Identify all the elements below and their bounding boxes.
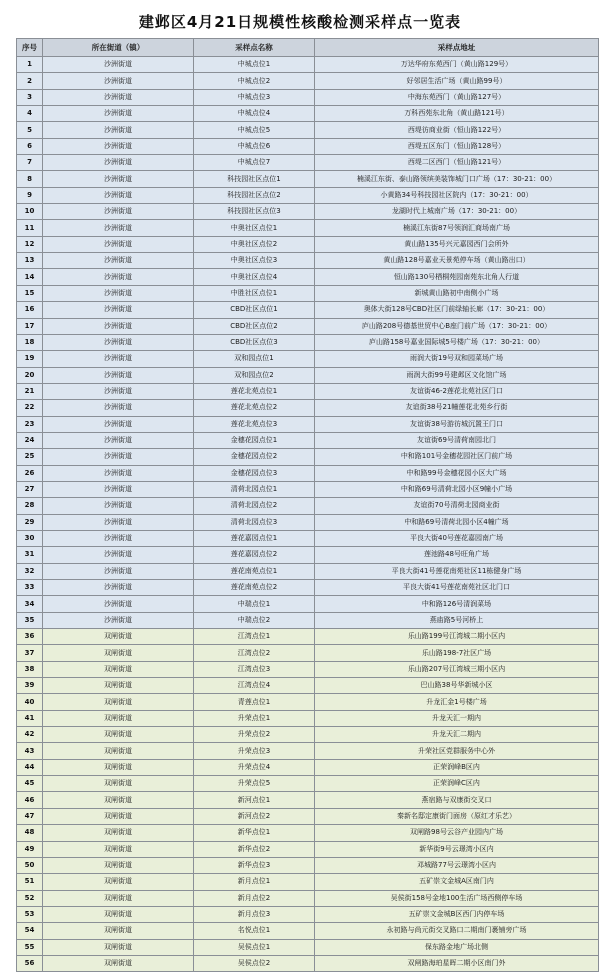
table-row bbox=[17, 563, 599, 579]
cell-site-name: 中胜社区点位1 bbox=[194, 285, 315, 301]
table-row bbox=[17, 171, 599, 187]
cell-street: 双闸街道 bbox=[43, 776, 194, 792]
cell-site-address: 奥体大街128号CBD社区门前绿轴长廊（17：30-21：00） bbox=[315, 302, 599, 318]
table-row bbox=[17, 530, 599, 546]
table-row bbox=[17, 236, 599, 252]
cell-site-name: 吴侯点位2 bbox=[194, 955, 315, 971]
cell-index: 17 bbox=[17, 318, 43, 334]
cell-site-address: 新城黄山路初中南侧小广场 bbox=[315, 285, 599, 301]
cell-site-name: 中城点位4 bbox=[194, 106, 315, 122]
cell-index: 1 bbox=[17, 57, 43, 73]
table-row bbox=[17, 187, 599, 203]
table-row bbox=[17, 792, 599, 808]
table-row bbox=[17, 808, 599, 824]
cell-site-address: 中和路69号清荷北园小区9幢小广场 bbox=[315, 481, 599, 497]
cell-index: 21 bbox=[17, 383, 43, 399]
cell-site-name: 江湾点位2 bbox=[194, 645, 315, 661]
cell-site-name: 中城点位1 bbox=[194, 57, 315, 73]
cell-index: 31 bbox=[17, 547, 43, 563]
cell-index: 41 bbox=[17, 710, 43, 726]
table-row bbox=[17, 923, 599, 939]
cell-site-address: 西堤二区西门（恒山路121号） bbox=[315, 155, 599, 171]
cell-street: 沙洲街道 bbox=[43, 514, 194, 530]
cell-street: 沙洲街道 bbox=[43, 253, 194, 269]
cell-street: 沙洲街道 bbox=[43, 596, 194, 612]
table-row bbox=[17, 220, 599, 236]
cell-site-name: 升荣点位1 bbox=[194, 710, 315, 726]
cell-site-name: 江湾点位1 bbox=[194, 629, 315, 645]
cell-street: 双闸街道 bbox=[43, 841, 194, 857]
cell-site-address: 平良大街41号莲花南苑社区11栋健身广场 bbox=[315, 563, 599, 579]
cell-site-name: 中城点位7 bbox=[194, 155, 315, 171]
cell-site-address: 友谊街38号21幢莲花北苑乡行街 bbox=[315, 400, 599, 416]
cell-site-name: 中奥社区点位1 bbox=[194, 220, 315, 236]
cell-index: 38 bbox=[17, 661, 43, 677]
cell-site-name: 升荣点位5 bbox=[194, 776, 315, 792]
cell-street: 双闸街道 bbox=[43, 629, 194, 645]
cell-street: 沙洲街道 bbox=[43, 416, 194, 432]
cell-index: 30 bbox=[17, 530, 43, 546]
cell-street: 沙洲街道 bbox=[43, 285, 194, 301]
cell-street: 双闸街道 bbox=[43, 678, 194, 694]
table-row bbox=[17, 612, 599, 628]
cell-street: 沙洲街道 bbox=[43, 73, 194, 89]
cell-site-address: 升荣社区党群服务中心外 bbox=[315, 743, 599, 759]
cell-site-address: 万达华府东苑西门（黄山路129号） bbox=[315, 57, 599, 73]
table-row bbox=[17, 857, 599, 873]
cell-site-name: 中奥社区点位3 bbox=[194, 253, 315, 269]
cell-street: 双闸街道 bbox=[43, 939, 194, 955]
cell-street: 沙洲街道 bbox=[43, 106, 194, 122]
cell-site-address: 升龙天汇二期内 bbox=[315, 727, 599, 743]
cell-index: 44 bbox=[17, 759, 43, 775]
cell-street: 双闸街道 bbox=[43, 825, 194, 841]
cell-site-address: 友谊街70号清荷北园商业街 bbox=[315, 498, 599, 514]
header-index: 序号 bbox=[17, 39, 43, 57]
cell-site-name: 中瑞点位1 bbox=[194, 596, 315, 612]
cell-street: 沙洲街道 bbox=[43, 187, 194, 203]
table-row bbox=[17, 694, 599, 710]
cell-site-address: 中和路101号金穗花园社区门前广场 bbox=[315, 449, 599, 465]
cell-site-name: 新月点位1 bbox=[194, 874, 315, 890]
cell-street: 沙洲街道 bbox=[43, 318, 194, 334]
cell-site-name: 双和园点位1 bbox=[194, 351, 315, 367]
cell-site-name: 中奥社区点位4 bbox=[194, 269, 315, 285]
cell-index: 46 bbox=[17, 792, 43, 808]
cell-site-address: 乐山路198-7社区广场 bbox=[315, 645, 599, 661]
table-row bbox=[17, 367, 599, 383]
cell-index: 10 bbox=[17, 204, 43, 220]
table-row bbox=[17, 939, 599, 955]
cell-site-address: 西堤五区东门（恒山路128号） bbox=[315, 138, 599, 154]
cell-index: 35 bbox=[17, 612, 43, 628]
cell-site-address: 小黄路34号科技园社区院内（17：30-21：00） bbox=[315, 187, 599, 203]
table-row bbox=[17, 155, 599, 171]
cell-site-address: 燕庙路5号河桥上 bbox=[315, 612, 599, 628]
cell-index: 28 bbox=[17, 498, 43, 514]
cell-site-name: 江湾点位3 bbox=[194, 661, 315, 677]
cell-site-address: 黄山路135号兴元嘉园西门会所外 bbox=[315, 236, 599, 252]
table-row bbox=[17, 89, 599, 105]
cell-index: 19 bbox=[17, 351, 43, 367]
cell-site-name: 双和园点位2 bbox=[194, 367, 315, 383]
cell-index: 34 bbox=[17, 596, 43, 612]
cell-site-address: 保东路金地广场北侧 bbox=[315, 939, 599, 955]
cell-site-address: 庐山路208号德基世贸中心B座门前广场（17：30-21：00） bbox=[315, 318, 599, 334]
header-street: 所在街道（镇） bbox=[43, 39, 194, 57]
cell-site-name: 清荷北园点位2 bbox=[194, 498, 315, 514]
cell-site-address: 乐山路199号江湾城二期小区内 bbox=[315, 629, 599, 645]
cell-site-address: 新华街9号云璟湾小区内 bbox=[315, 841, 599, 857]
table-row bbox=[17, 629, 599, 645]
cell-index: 40 bbox=[17, 694, 43, 710]
cell-street: 沙洲街道 bbox=[43, 432, 194, 448]
table-row bbox=[17, 874, 599, 890]
cell-index: 42 bbox=[17, 727, 43, 743]
cell-index: 27 bbox=[17, 481, 43, 497]
table-row bbox=[17, 710, 599, 726]
cell-site-address: 雨润大街19号双和园菜场广场 bbox=[315, 351, 599, 367]
cell-street: 沙洲街道 bbox=[43, 367, 194, 383]
cell-street: 沙洲街道 bbox=[43, 57, 194, 73]
cell-index: 8 bbox=[17, 171, 43, 187]
cell-index: 32 bbox=[17, 563, 43, 579]
cell-site-name: 清荷北园点位3 bbox=[194, 514, 315, 530]
page-title: 建邺区4月21日规模性核酸检测采样点一览表 bbox=[138, 13, 462, 31]
cell-street: 沙洲街道 bbox=[43, 269, 194, 285]
cell-street: 双闸街道 bbox=[43, 923, 194, 939]
table-row bbox=[17, 400, 599, 416]
cell-site-name: 名悦点位1 bbox=[194, 923, 315, 939]
table-row bbox=[17, 416, 599, 432]
cell-site-name: 中奥社区点位2 bbox=[194, 236, 315, 252]
cell-street: 沙洲街道 bbox=[43, 498, 194, 514]
header-row bbox=[17, 39, 599, 57]
cell-site-name: 中城点位6 bbox=[194, 138, 315, 154]
table-row bbox=[17, 481, 599, 497]
cell-street: 沙洲街道 bbox=[43, 547, 194, 563]
cell-street: 沙洲街道 bbox=[43, 465, 194, 481]
cell-street: 沙洲街道 bbox=[43, 204, 194, 220]
cell-street: 双闸街道 bbox=[43, 710, 194, 726]
table-row bbox=[17, 302, 599, 318]
table-row bbox=[17, 465, 599, 481]
cell-index: 29 bbox=[17, 514, 43, 530]
cell-site-name: 升荣点位3 bbox=[194, 743, 315, 759]
cell-index: 26 bbox=[17, 465, 43, 481]
table-row bbox=[17, 57, 599, 73]
cell-index: 15 bbox=[17, 285, 43, 301]
table-row bbox=[17, 514, 599, 530]
cell-site-address: 乐山路207号江湾城三期小区内 bbox=[315, 661, 599, 677]
header-site-name: 采样点名称 bbox=[194, 39, 315, 57]
cell-site-name: 科技园社区点位2 bbox=[194, 187, 315, 203]
cell-street: 双闸街道 bbox=[43, 857, 194, 873]
cell-index: 43 bbox=[17, 743, 43, 759]
table-row bbox=[17, 645, 599, 661]
cell-street: 双闸街道 bbox=[43, 727, 194, 743]
cell-site-address: 楠溪江东街、泰山路领缤美装饰城门口广场（17：30-21：00） bbox=[315, 171, 599, 187]
cell-site-name: 升荣点位4 bbox=[194, 759, 315, 775]
cell-index: 51 bbox=[17, 874, 43, 890]
table-row bbox=[17, 759, 599, 775]
cell-index: 6 bbox=[17, 138, 43, 154]
cell-site-address: 平良大街40号莲花嘉园南广场 bbox=[315, 530, 599, 546]
cell-site-address: 五矿崇文金城B区西门内停车场 bbox=[315, 906, 599, 922]
cell-index: 4 bbox=[17, 106, 43, 122]
table-row bbox=[17, 955, 599, 971]
cell-site-address: 升龙天汇一期内 bbox=[315, 710, 599, 726]
cell-site-address: 中和路99号金穗花园小区大广场 bbox=[315, 465, 599, 481]
cell-site-name: 新河点位1 bbox=[194, 792, 315, 808]
header-site-address: 采样点地址 bbox=[315, 39, 599, 57]
cell-site-name: 科技园社区点位1 bbox=[194, 171, 315, 187]
cell-site-name: 莲花北苑点位2 bbox=[194, 400, 315, 416]
cell-site-name: 新月点位3 bbox=[194, 906, 315, 922]
cell-street: 沙洲街道 bbox=[43, 580, 194, 596]
cell-street: 沙洲街道 bbox=[43, 155, 194, 171]
table-row bbox=[17, 269, 599, 285]
cell-site-name: 清荷北园点位1 bbox=[194, 481, 315, 497]
cell-index: 2 bbox=[17, 73, 43, 89]
table-row bbox=[17, 906, 599, 922]
cell-site-address: 恒山路130号栖桐苑园南苑东北角人行道 bbox=[315, 269, 599, 285]
cell-site-name: 中城点位3 bbox=[194, 89, 315, 105]
cell-site-address: 巴山路38号华新城小区 bbox=[315, 678, 599, 694]
table-row bbox=[17, 334, 599, 350]
cell-site-name: 新华点位2 bbox=[194, 841, 315, 857]
cell-site-address: 庐山路158号嘉业国际城5号楼广场（17：30-21：00） bbox=[315, 334, 599, 350]
cell-site-address: 友谊街46-2莲花北苑社区门口 bbox=[315, 383, 599, 399]
cell-street: 沙洲街道 bbox=[43, 612, 194, 628]
cell-index: 50 bbox=[17, 857, 43, 873]
cell-site-address: 正荣润峰C区内 bbox=[315, 776, 599, 792]
cell-street: 双闸街道 bbox=[43, 874, 194, 890]
cell-street: 双闸街道 bbox=[43, 906, 194, 922]
cell-site-name: 新河点位2 bbox=[194, 808, 315, 824]
cell-street: 沙洲街道 bbox=[43, 220, 194, 236]
table-row bbox=[17, 727, 599, 743]
cell-index: 14 bbox=[17, 269, 43, 285]
cell-site-name: 升荣点位2 bbox=[194, 727, 315, 743]
cell-site-address: 中和路69号清荷北园小区4幢广场 bbox=[315, 514, 599, 530]
cell-site-address: 莲池路48号旺角广场 bbox=[315, 547, 599, 563]
cell-index: 39 bbox=[17, 678, 43, 694]
cell-site-name: 中瑞点位2 bbox=[194, 612, 315, 628]
table-row bbox=[17, 449, 599, 465]
cell-site-address: 平良大街41号莲花南苑社区北门口 bbox=[315, 580, 599, 596]
cell-street: 沙洲街道 bbox=[43, 334, 194, 350]
cell-street: 双闸街道 bbox=[43, 661, 194, 677]
table-row bbox=[17, 841, 599, 857]
cell-site-address: 友谊街69号清荷南园北门 bbox=[315, 432, 599, 448]
cell-index: 49 bbox=[17, 841, 43, 857]
table-row bbox=[17, 122, 599, 138]
table-row bbox=[17, 318, 599, 334]
table-row bbox=[17, 73, 599, 89]
table-row bbox=[17, 776, 599, 792]
cell-index: 52 bbox=[17, 890, 43, 906]
cell-index: 25 bbox=[17, 449, 43, 465]
cell-site-address: 燕宿路与双康街交叉口 bbox=[315, 792, 599, 808]
cell-site-name: 莲花北苑点位3 bbox=[194, 416, 315, 432]
cell-index: 22 bbox=[17, 400, 43, 416]
cell-index: 37 bbox=[17, 645, 43, 661]
table-row bbox=[17, 580, 599, 596]
cell-site-name: 金穗花园点位3 bbox=[194, 465, 315, 481]
cell-site-name: 吴侯点位1 bbox=[194, 939, 315, 955]
cell-street: 沙洲街道 bbox=[43, 530, 194, 546]
cell-street: 沙洲街道 bbox=[43, 171, 194, 187]
cell-site-name: 莲花南苑点位2 bbox=[194, 580, 315, 596]
cell-site-name: 青莲点位1 bbox=[194, 694, 315, 710]
cell-site-name: 中城点位2 bbox=[194, 73, 315, 89]
cell-site-address: 双闸路98号云谷产业园内广场 bbox=[315, 825, 599, 841]
cell-site-name: 中城点位5 bbox=[194, 122, 315, 138]
cell-index: 16 bbox=[17, 302, 43, 318]
cell-street: 双闸街道 bbox=[43, 808, 194, 824]
cell-site-address: 五矿崇文金城A区南门内 bbox=[315, 874, 599, 890]
cell-site-name: CBD社区点位3 bbox=[194, 334, 315, 350]
cell-site-name: 莲花嘉园点位1 bbox=[194, 530, 315, 546]
cell-street: 双闸街道 bbox=[43, 955, 194, 971]
cell-site-name: 金穗花园点位1 bbox=[194, 432, 315, 448]
cell-site-address: 邓城路77号云璟湾小区内 bbox=[315, 857, 599, 873]
cell-index: 5 bbox=[17, 122, 43, 138]
cell-site-name: 新华点位1 bbox=[194, 825, 315, 841]
cell-index: 45 bbox=[17, 776, 43, 792]
cell-index: 33 bbox=[17, 580, 43, 596]
table-row bbox=[17, 890, 599, 906]
cell-site-address: 好邻居生活广场（黄山路99号） bbox=[315, 73, 599, 89]
cell-street: 沙洲街道 bbox=[43, 236, 194, 252]
cell-site-name: 科技园社区点位3 bbox=[194, 204, 315, 220]
table-row bbox=[17, 204, 599, 220]
cell-site-address: 永初路与尚元街交叉路口二期南门裹铺旁广场 bbox=[315, 923, 599, 939]
cell-site-address: 西堤彷商业街（恒山路122号） bbox=[315, 122, 599, 138]
cell-street: 沙洲街道 bbox=[43, 400, 194, 416]
table-row bbox=[17, 596, 599, 612]
cell-site-address: 万科西苑东北角（黄山路121号） bbox=[315, 106, 599, 122]
cell-index: 36 bbox=[17, 629, 43, 645]
table-row bbox=[17, 547, 599, 563]
cell-index: 3 bbox=[17, 89, 43, 105]
cell-site-name: 莲花嘉园点位2 bbox=[194, 547, 315, 563]
cell-street: 双闸街道 bbox=[43, 890, 194, 906]
cell-index: 24 bbox=[17, 432, 43, 448]
table-row bbox=[17, 383, 599, 399]
cell-street: 沙洲街道 bbox=[43, 122, 194, 138]
cell-street: 沙洲街道 bbox=[43, 383, 194, 399]
cell-site-address: 中和路126号清润菜场 bbox=[315, 596, 599, 612]
cell-street: 双闸街道 bbox=[43, 759, 194, 775]
cell-site-name: 新月点位2 bbox=[194, 890, 315, 906]
cell-index: 48 bbox=[17, 825, 43, 841]
cell-street: 双闸街道 bbox=[43, 743, 194, 759]
table-row bbox=[17, 351, 599, 367]
cell-index: 18 bbox=[17, 334, 43, 350]
cell-site-name: CBD社区点位1 bbox=[194, 302, 315, 318]
table-row bbox=[17, 498, 599, 514]
cell-index: 56 bbox=[17, 955, 43, 971]
cell-site-address: 中海东苑西门（黄山路127号） bbox=[315, 89, 599, 105]
cell-site-address: 正荣润峰B区内 bbox=[315, 759, 599, 775]
cell-site-address: 双闸路海珀星晖二期小区南门外 bbox=[315, 955, 599, 971]
cell-street: 沙洲街道 bbox=[43, 563, 194, 579]
cell-index: 11 bbox=[17, 220, 43, 236]
cell-index: 9 bbox=[17, 187, 43, 203]
cell-index: 20 bbox=[17, 367, 43, 383]
cell-site-name: 新华点位3 bbox=[194, 857, 315, 873]
cell-index: 13 bbox=[17, 253, 43, 269]
table-row bbox=[17, 825, 599, 841]
cell-street: 沙洲街道 bbox=[43, 449, 194, 465]
cell-index: 23 bbox=[17, 416, 43, 432]
cell-index: 54 bbox=[17, 923, 43, 939]
cell-site-address: 秦新名邸定康街门面房（原红才乐艺） bbox=[315, 808, 599, 824]
cell-street: 沙洲街道 bbox=[43, 138, 194, 154]
cell-site-name: 金穗花园点位2 bbox=[194, 449, 315, 465]
cell-site-name: CBD社区点位2 bbox=[194, 318, 315, 334]
cell-site-address: 吴侯街158号金地100生活广场西侧停车场 bbox=[315, 890, 599, 906]
table-row bbox=[17, 743, 599, 759]
cell-street: 双闸街道 bbox=[43, 792, 194, 808]
cell-site-address: 楠溪江东街87号领润汇商场南广场 bbox=[315, 220, 599, 236]
table-row bbox=[17, 138, 599, 154]
cell-site-name: 江湾点位4 bbox=[194, 678, 315, 694]
cell-index: 53 bbox=[17, 906, 43, 922]
cell-street: 沙洲街道 bbox=[43, 89, 194, 105]
table-row bbox=[17, 106, 599, 122]
cell-site-name: 莲花北苑点位1 bbox=[194, 383, 315, 399]
cell-street: 双闸街道 bbox=[43, 645, 194, 661]
cell-street: 沙洲街道 bbox=[43, 351, 194, 367]
table-row bbox=[17, 253, 599, 269]
cell-index: 12 bbox=[17, 236, 43, 252]
table-row bbox=[17, 678, 599, 694]
cell-site-address: 黄山路128号嘉业天景苑停车场（黄山路出口） bbox=[315, 253, 599, 269]
cell-street: 沙洲街道 bbox=[43, 481, 194, 497]
cell-site-address: 雨润大街99号建邺区文化馆广场 bbox=[315, 367, 599, 383]
cell-index: 55 bbox=[17, 939, 43, 955]
table-body bbox=[17, 57, 599, 972]
table-row bbox=[17, 285, 599, 301]
cell-street: 双闸街道 bbox=[43, 694, 194, 710]
table-row bbox=[17, 661, 599, 677]
cell-index: 47 bbox=[17, 808, 43, 824]
cell-street: 沙洲街道 bbox=[43, 302, 194, 318]
cell-site-address: 升龙汇金1号楼广场 bbox=[315, 694, 599, 710]
sampling-sites-table bbox=[16, 38, 599, 972]
cell-site-name: 莲花南苑点位1 bbox=[194, 563, 315, 579]
cell-site-address: 龙湖时代上城南广场（17：30-21：00） bbox=[315, 204, 599, 220]
table-row bbox=[17, 432, 599, 448]
cell-index: 7 bbox=[17, 155, 43, 171]
cell-site-address: 友谊街38号游彷城沉置王门口 bbox=[315, 416, 599, 432]
